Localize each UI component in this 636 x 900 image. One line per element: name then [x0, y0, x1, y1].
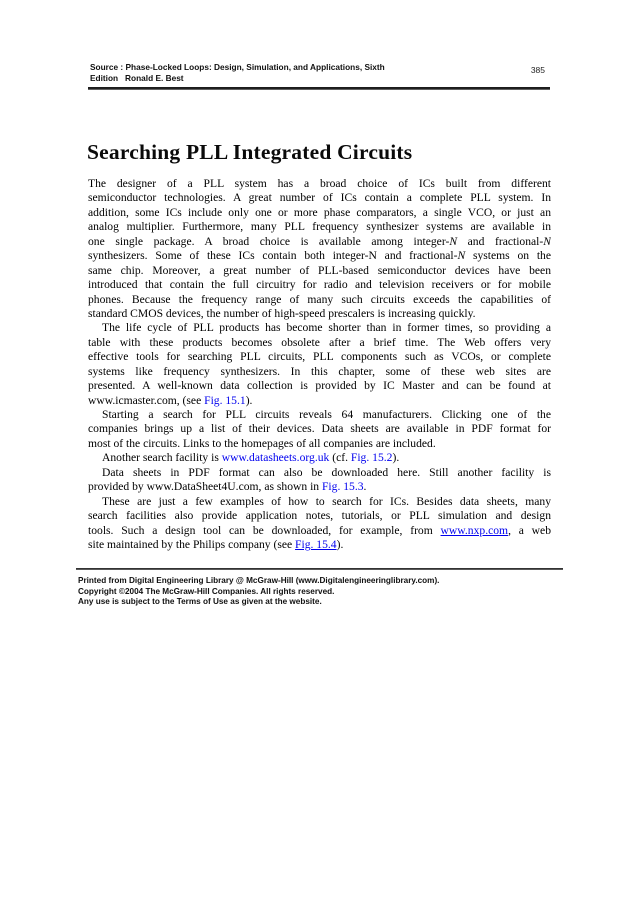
- body-text: Data sheets in PDF format can also be downloaded here. Still another facility is: [102, 465, 551, 479]
- body-text: The life cycle of PLL products has become shorter than in former times, so providing a: [102, 321, 551, 335]
- body-text: search facilities also provide application notes, tutorials, or PLL simulation and design: [88, 509, 551, 523]
- text-line: [88, 206, 551, 220]
- body-text: addition, some ICs include only one or more phase comparators, a single VCO, or just an: [88, 205, 551, 219]
- text-line: [88, 538, 551, 552]
- body-text: most of the circuits. Links to the homepages of all companies are included.: [88, 436, 436, 450]
- italic-text: N: [449, 234, 458, 248]
- text-line: [88, 235, 551, 249]
- body-text: introduced that contain the full circuitry for radio and television receivers or for mobile: [88, 278, 551, 292]
- text-line: [88, 394, 551, 408]
- body-text: These are just a few examples of how to search for ICs. Besides data sheets, many: [102, 494, 551, 508]
- text-line: [88, 408, 551, 422]
- body-text: systems like frequency synthesizers. In this chapter, some of these web sites are: [88, 364, 551, 378]
- body-text: Another search facility is: [102, 451, 222, 465]
- copyright-footer: [78, 576, 578, 608]
- body-text: presented. A well-known data collection is provided by IC Master and can be found at: [88, 379, 551, 393]
- body-text: provided by www.DataSheet4U.com, as shown in: [88, 480, 322, 494]
- paragraph: [88, 466, 551, 495]
- body-text: The designer of a PLL system has a broad choice of ICs built from different: [88, 177, 551, 190]
- body-text: www.icmaster.com, (see: [88, 393, 205, 407]
- body-text: .: [363, 480, 367, 494]
- header-rule: [88, 87, 550, 90]
- text-line: [88, 336, 551, 350]
- paragraph: [88, 321, 551, 408]
- text-line: [88, 220, 551, 234]
- hyperlink[interactable]: Fig. 15.1: [204, 393, 246, 407]
- hyperlink[interactable]: www.datasheets.org.uk: [221, 451, 330, 465]
- article-body: [88, 177, 551, 552]
- body-text: tools. Such a design tool can be downloaded, for example, from: [88, 523, 441, 537]
- body-text: effective tools for searching PLL circuits, PLL components such as VCOs, or complete: [88, 350, 551, 364]
- body-text: systems on the: [465, 249, 551, 263]
- text-line: [88, 293, 551, 307]
- source-line-1: Source : Phase-Locked Loops: Design, Simulation, and Applications, Sixth: [90, 62, 385, 72]
- text-line: [88, 451, 551, 465]
- body-text: ).: [245, 393, 253, 407]
- hyperlink[interactable]: Fig. 15.2: [350, 451, 393, 465]
- page-title: Searching PLL Integrated Circuits: [87, 140, 413, 165]
- body-text: analog multiplier. Furthermore, many PLL frequency synthesizer systems are available in: [88, 220, 551, 234]
- footer-line-3: Any use is subject to the Terms of Use as given at the website.: [78, 597, 322, 607]
- text-line: [88, 509, 551, 523]
- body-text: companies brings up a list of their devices. Data sheets are available in PDF format for: [88, 422, 551, 436]
- source-line-2: Edition Ronald E. Best: [90, 73, 184, 83]
- footer-line-1: Printed from Digital Engineering Library @ McGraw-Hill (www.Digitalengineeringlibrary.com).: [78, 576, 440, 585]
- text-line: [88, 249, 551, 263]
- text-line: [88, 365, 551, 379]
- text-line: [88, 437, 551, 451]
- body-text: one single package. A broad choice is available among integer-: [88, 234, 450, 248]
- text-line: [88, 379, 551, 393]
- text-line: [88, 307, 551, 321]
- text-line: [88, 264, 551, 278]
- hyperlink[interactable]: www.nxp.com: [440, 523, 509, 537]
- text-line: [88, 350, 551, 364]
- text-line: [88, 177, 551, 191]
- text-line: [88, 278, 551, 292]
- text-line: [88, 422, 551, 436]
- paragraph: [88, 451, 551, 465]
- body-text: semiconductor technologies. A great number of ICs contain a complete PLL system. In: [88, 191, 551, 205]
- italic-text: N: [543, 234, 551, 248]
- body-text: and fractional-: [457, 234, 544, 248]
- footer-line-2: Copyright ©2004 The McGraw-Hill Companies. All rights reserved.: [78, 586, 335, 596]
- page-number: 385: [530, 65, 545, 75]
- text-line: [88, 480, 551, 494]
- body-text: , a web: [508, 523, 551, 537]
- text-line: [88, 191, 551, 205]
- paragraph: [88, 177, 551, 321]
- text-line: [88, 495, 551, 509]
- body-text: ).: [392, 451, 400, 465]
- body-text: standard CMOS devices, the number of high-speed prescalers is increasing quickly.: [88, 306, 476, 320]
- hyperlink[interactable]: Fig. 15.4: [295, 537, 337, 551]
- text-line: [88, 524, 551, 538]
- body-text: Starting a search for PLL circuits reveals 64 manufacturers. Clicking one of the: [102, 408, 551, 421]
- italic-text: N: [457, 249, 466, 263]
- body-text: (cf.: [329, 451, 351, 465]
- footer-rule: [76, 568, 563, 570]
- body-text: same chip. Moreover, a great number of PLL-based semiconductor devices have been: [88, 263, 551, 277]
- body-text: synthesizers. Some of these ICs contain both integer-N and fractional-: [88, 249, 458, 263]
- hyperlink[interactable]: Fig. 15.3: [321, 480, 364, 494]
- paragraph: [88, 495, 551, 553]
- body-text: site maintained by the Philips company (see: [88, 537, 296, 551]
- text-line: [88, 321, 551, 335]
- body-text: ).: [336, 537, 344, 551]
- body-text: table with these products becomes obsolete after a brief time. The Web offers very: [88, 335, 551, 349]
- body-text: phones. Because the frequency range of many such circuits exceeds the capabilities of: [88, 292, 551, 306]
- paragraph: [88, 408, 551, 451]
- text-line: [88, 466, 551, 480]
- source-header: [90, 62, 510, 84]
